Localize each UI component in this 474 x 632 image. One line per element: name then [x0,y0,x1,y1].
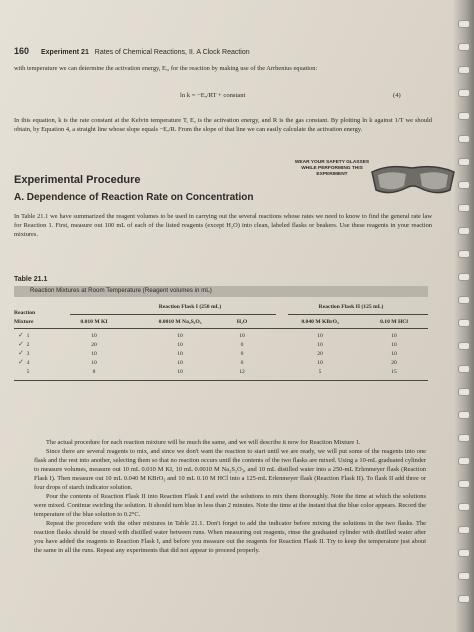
row-label: 3 [26,351,30,357]
section-paragraph: In Table 21.1 we have summarized the reagent volumes to be used in carrying out the several reactions whose rates we need to know to find the general rate law for Reaction 1. First, measure out 100 mL of each of the listed reagents (except H₂O) into clean, labeled flasks or beakers. Use these reagents in your reaction mixtures. [14,213,432,238]
binding-ring [458,595,470,603]
binding-ring [458,66,470,74]
table-cell: 5 [318,369,322,375]
table-cell: 10 [177,333,183,339]
header-rule [14,328,428,329]
procedure-paragraph: Repeat the procedure with the other mixtures in Table 21.1. Don't forget to add the indicator before mixing the solutions in the two flasks. The reaction flasks should be rinsed with distilled water between runs. When measuring out reagents, rinse the graduated cylinder with distilled water after you have added the reagents to Reaction Flask I, and before you measure out the reagents for Reaction Flask II. Try to keep the temperature just about the same in all the runs. Repeat any experiments that did not appear to proceed properly. [34,520,426,554]
procedure-paragraph: The actual procedure for each reaction mixture will be much the same, and we will describe it now for Reaction Mixture 1. [46,439,361,446]
table-cell: 10 [317,360,323,366]
binding-ring [458,135,470,143]
table-cell: 10 [91,333,97,339]
table-label: Table 21.1 [14,276,48,283]
row-label: 5 [26,369,30,375]
intro-paragraph: with temperature we can determine the activation energy, Eₐ, for the reaction by making use of the Arrhenius equation: [14,65,318,72]
column-header: 0.040 M KBrO₃ [301,319,339,325]
table-cell: 10 [391,351,397,357]
column-header: 0.010 M KI [80,319,108,325]
running-title: Rates of Chemical Reactions, II. A Clock Reaction [94,49,250,56]
table-cell: 10 [177,351,183,357]
row-label: 1 [26,333,30,339]
table-cell: 20 [391,360,397,366]
table-cell: 12 [239,369,245,375]
handwritten-check-mark: ✓ [18,349,24,357]
binding-ring [458,43,470,51]
binding-ring [458,411,470,419]
table-cell: 10 [317,333,323,339]
table-bottom-rule [14,380,428,381]
binding-ring [458,158,470,166]
column-header: 0.10 M HCl [380,319,408,325]
binding-ring [458,204,470,212]
handwritten-check-mark: ✓ [18,331,24,339]
procedure-paragraph: Pour the contents of Reaction Flask II into Reaction Flask I and swirl the solutions to mix them thoroughly. Note the time at which the solutions were mixed. Continue swirling the solution. It should turn blue in less than 2 minutes. Note the time at the instant that the blue color appears. Record the temperature of the blue solution to 0.2°C. [34,493,426,518]
column-header: H₂O [236,319,248,325]
table-cell: 10 [177,360,183,366]
binding-ring [458,572,470,580]
table-cell: 20 [91,342,97,348]
page-number: 160 [14,46,30,56]
binding-ring [458,526,470,534]
equation-explanation: In this equation, k is the rate constant at the Kelvin temperature T, Eₐ is the activation energy, and R is the gas constant. By plotting ln k against 1/T we should obtain, by Equation 4, a straight line whose slope equals −Eₐ/R. From the slope of that line we can easily calculate the activation energy. [14,117,432,133]
table-cell: 0 [240,360,244,366]
table-cell: 10 [91,351,97,357]
table-cell: 10 [391,342,397,348]
table-cell: 0 [240,342,244,348]
group-header-flask-1: Reaction Flask I (250 mL) [158,304,222,310]
table-cell: 8 [92,369,96,375]
group-rule-2 [288,314,428,315]
table-caption: Reaction Mixtures at Room Temperature (Reagent volumes in mL) [30,287,212,294]
row-label: 2 [26,342,30,348]
binding-ring [458,89,470,97]
binding-ring [458,227,470,235]
subsection-heading: A. Dependence of Reaction Rate on Concentration [14,192,254,203]
binding-ring [458,181,470,189]
table-cell: 10 [239,333,245,339]
table-cell: 10 [177,342,183,348]
handwritten-check-mark: ✓ [18,340,24,348]
binding-ring [458,434,470,442]
row-header-top: Reaction [14,310,36,316]
binding-ring [458,296,470,304]
table-cell: 10 [317,342,323,348]
binding-ring [458,388,470,396]
group-header-flask-2: Reaction Flask II (125 mL) [318,304,384,310]
arrhenius-equation: ln k = −Eₐ/RT + constant [180,92,246,99]
section-heading: Experimental Procedure [14,174,141,186]
equation-number: (4) [393,92,401,99]
table-cell: 10 [91,360,97,366]
binding-ring [458,319,470,327]
row-label: 4 [26,360,30,366]
binding-ring [458,480,470,488]
binding-ring [458,503,470,511]
binding-ring [458,457,470,465]
binding-ring [458,342,470,350]
table-cell: 10 [177,369,183,375]
table-cell: 15 [391,369,397,375]
table-cell: 20 [317,351,323,357]
row-header-bottom: Mixture [14,319,34,325]
procedure-text [34,438,426,555]
table-cell: 10 [391,333,397,339]
binding-ring [458,20,470,28]
binding-ring [458,549,470,557]
table-cell: 0 [240,351,244,357]
handwritten-check-mark: ✓ [18,358,24,366]
binding-ring [458,112,470,120]
group-rule-1 [70,314,276,315]
safety-warning: WEAR YOUR SAFETY GLASSES WHILE PERFORMING THIS EXPERIMENT [294,160,370,177]
experiment-label: Experiment 21 [40,49,89,56]
binding-ring [458,365,470,373]
column-header: 0.0010 M Na₂S₂O₃ [158,319,202,325]
binding-ring [458,273,470,281]
procedure-paragraph: Since there are several reagents to mix, and since we don't want the reaction to start until we are ready, we will put some of the reagents into one flask and the rest into another, selecting them so that no reaction occurs until the contents of the two flasks are mixed. Using a 10-mL graduated cylinder to measure volumes, measure out 10 mL 0.010 M KI, 10 mL 0.0010 M Na₂S₂O₃, and 10 mL distilled water into a 250-mL Erlenmeyer flask (Reaction Flask I). Then measure out 10 mL 0.040 M KBrO₃ and 10 mL 0.10 M HCl into a 125-mL Erlenmeyer flask (Reaction Flask II). To flask II add three or four drops of starch indicator solution. [34,448,426,491]
binding-ring [458,250,470,258]
